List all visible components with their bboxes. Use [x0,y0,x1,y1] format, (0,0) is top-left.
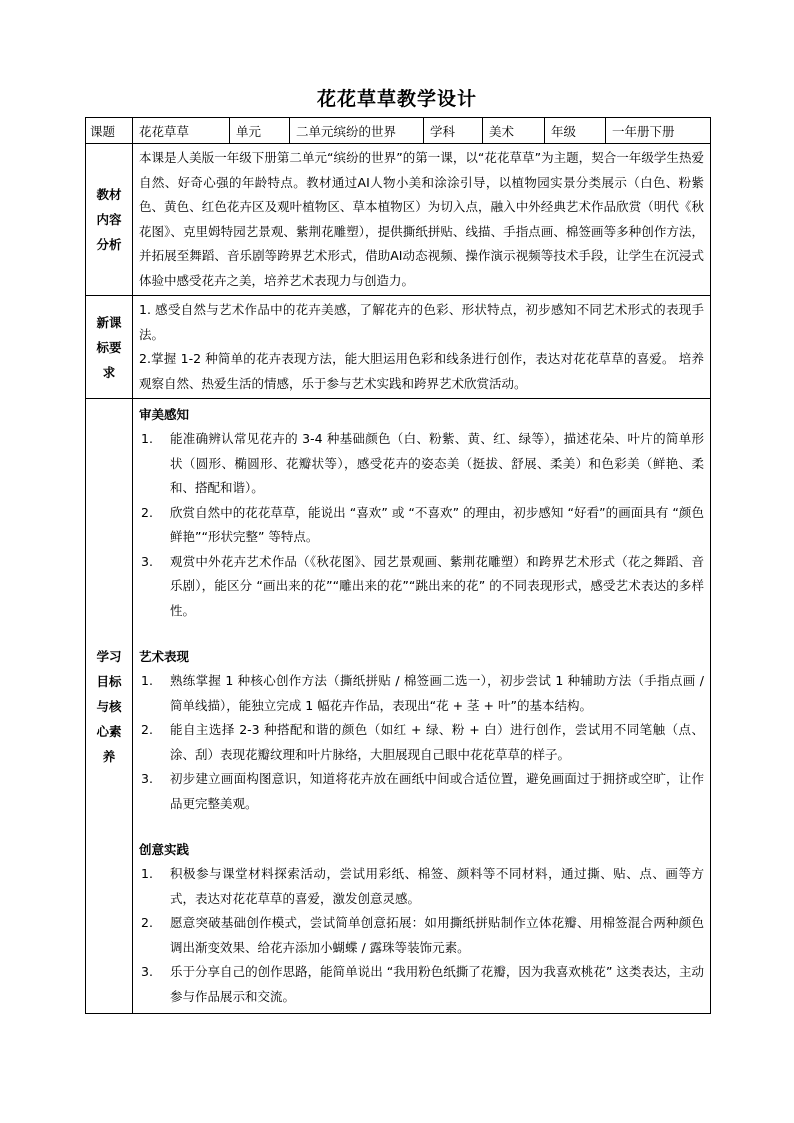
expression-list [139,669,704,816]
list-item: 1. 积极参与课堂材料探索活动，尝试用彩纸、棉签、颜料等不同材料，通过撕、贴、点、画等方式，表达对花花草草的喜爱，激发创意灵感。 [141,866,704,906]
aesthetic-list [139,427,704,623]
subject-label: 学科 [424,118,483,144]
analysis-row [86,144,711,296]
list-item: 3. 乐于分享自己的创作思路，能简单说出 “我用粉色纸撕了花瓣，因为我喜欢桃花” 这类表达，主动参与作品展示和交流。 [141,964,704,1004]
standard-item: 1. 感受自然与艺术作品中的花卉美感，了解花卉的色彩、形状特点，初步感知不同艺术形式的表现手法。 [139,302,704,342]
page-title: 花花草草教学设计 [316,88,477,110]
topic-label: 课题 [86,118,133,144]
unit-label: 单元 [230,118,290,144]
analysis-label: 教材 内容 分析 [86,144,133,296]
core-label: 学习 目标 与核 心素 养 [86,399,133,1014]
standards-label: 新课 标要 求 [86,296,133,399]
list-item: 3. 观赏中外花卉艺术作品（《秋花图》、园艺景观画、紫荆花雕塑）和跨界艺术形式（花之舞蹈、音乐剧），能区分 “画出来的花”“雕出来的花”“跳出来的花” 的不同表现形式，感受艺术表达的多样性。 [141,553,704,618]
list-item: 2. 愿意突破基础创作模式，尝试简单创意拓展：如用撕纸拼贴制作立体花瓣、用棉签混合两种颜色调出渐变效果、给花卉添加小蝴蝶 / 露珠等装饰元素。 [141,915,704,955]
unit-value: 二单元缤纷的世界 [290,118,424,144]
lesson-plan-table [85,117,711,1014]
subject-value: 美术 [483,118,545,144]
topic-value: 花花草草 [133,118,230,144]
standards-content [133,296,711,399]
grade-value: 一年册下册 [606,118,711,144]
section-heading-expression: 艺术表现 [139,649,190,664]
analysis-text: 本课是人美版一年级下册第二单元“缤纷的世界”的第一课，以“花花草草”为主题，契合一年级学生热爱自然、好奇心强的年龄特点。教材通过AI人物小美和涂涂引导，以植物园实景分类展示（白色、粉紫色、黄色、红色花卉区及观叶植物区、草本植物区）为切入点，融入中外经典艺术作品欣赏（明代《秋花图》、克里姆特园艺景观、紫荆花雕塑），提供撕纸拼贴、线描、手指点画、棉签画等多种创作方法，并拓展至舞蹈、音乐剧等跨界艺术形式，借助AI动态视频、操作演示视频等技术手段，让学生在沉浸式体验中感受花卉之美，培养艺术表现力与创造力。 [133,144,711,296]
list-item: 1. 能准确辨认常见花卉的 3-4 种基础颜色（白、粉紫、黄、红、绿等），描述花朵、叶片的简单形状（圆形、椭圆形、花瓣状等），感受花卉的姿态美（挺拔、舒展、柔美）和色彩美（鲜艳、柔和、搭配和谐）。 [141,431,704,495]
list-item: 1. 熟练掌握 1 种核心创作方法（撕纸拼贴 / 棉签画二选一），初步尝试 1 种辅助方法（手指点画 / 简单线描），能独立完成 1 幅花卉作品，表现出“花 + 茎 + 叶”的基本结构。 [141,673,704,713]
standards-row [86,296,711,399]
creative-list [139,862,704,1009]
header-row [86,118,711,144]
list-item: 3. 初步建立画面构图意识，知道将花卉放在画纸中间或合适位置，避免画面过于拥挤或空旷，让作品更完整美观。 [141,771,704,811]
grade-label: 年级 [545,118,606,144]
list-item: 2. 欣赏自然中的花花草草，能说出 “喜欢” 或 “不喜欢” 的理由，初步感知 “好看”的画面具有 “颜色鲜艳”“形状完整” 等特点。 [141,504,704,544]
standard-item: 2.掌握 1-2 种简单的花卉表现方法，能大胆运用色彩和线条进行创作，表达对花花草草的喜爱。 培养观察自然、热爱生活的情感，乐于参与艺术实践和跨界艺术欣赏活动。 [139,351,704,391]
list-item: 2. 能自主选择 2-3 种搭配和谐的颜色（如红 + 绿、粉 + 白）进行创作，尝试用不同笔触（点、涂、刮）表现花瓣纹理和叶片脉络，大胆展现自己眼中花花草草的样子。 [141,722,704,762]
core-row [86,399,711,1014]
section-heading-aesthetic: 审美感知 [139,407,190,422]
section-heading-creative: 创意实践 [139,842,190,857]
core-content [133,399,711,1014]
